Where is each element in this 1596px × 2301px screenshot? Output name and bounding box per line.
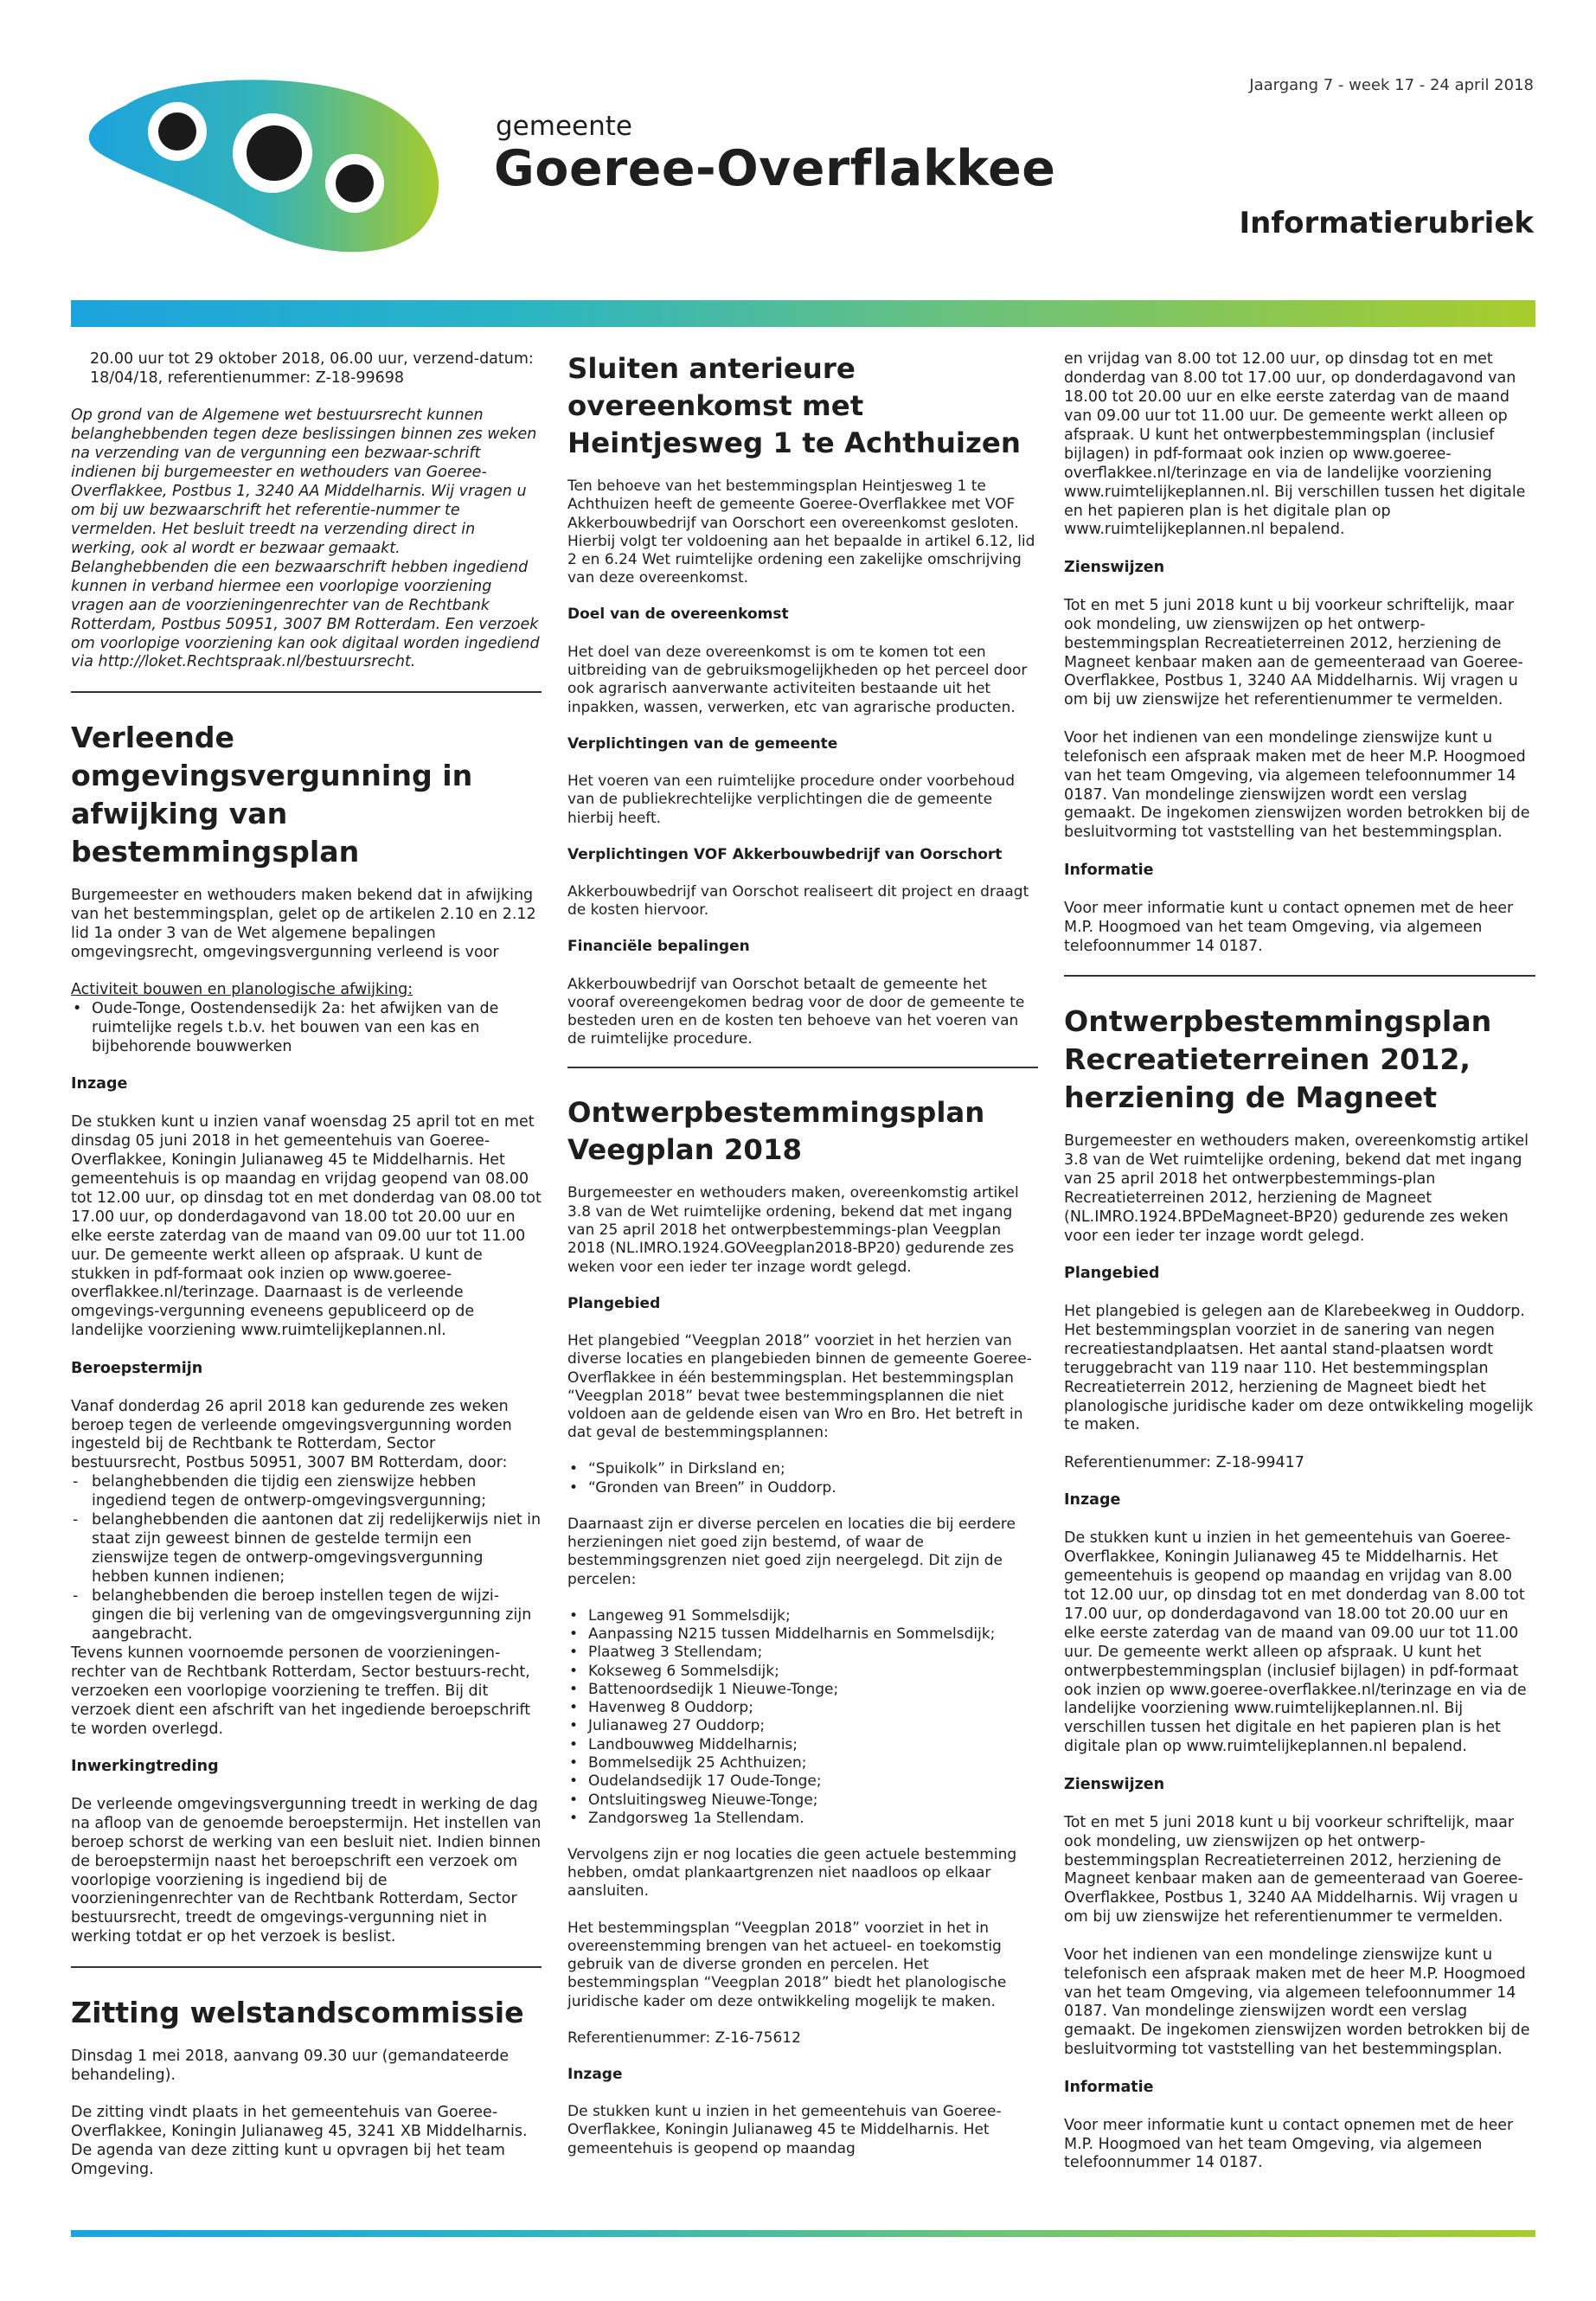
bestemmingsplannen-list: [567, 1460, 1038, 1497]
voorziet-text: Het bestemmingsplan “Veegplan 2018” voorziet in het in overeenstemming brengen van het actueel- en toekomstig gebruik van de diverse gronden en percelen. Het bestemmingsplan “Veegplan 2018” biedt het planologische juridische kader om deze ontwikkeling mogelijk te maken.: [567, 1919, 1007, 2010]
bezwaar-text: Op grond van de Algemene wet bestuursrecht kunnen belanghebbenden tegen deze beslissingen binnen zes weken na verzending van de vergunning een bezwaar-schrift indienen bij burgemeester en wethouders van Goeree-Overflakkee, Postbus 1, 3240 AA Middelharnis. Wij vragen u om bij uw bezwaarschrift het referentie-nummer te vermelden. Het besluit treedt na verzending direct in werking, ook al wordt er bezwaar gemaakt. Belanghebbenden die een bezwaarschrift hebben ingediend kunnen in verband hiermee een voorlopige voorziening vragen aan de voorzieningenrechter van de Rechtbank Rotterdam, Postbus 50951, 3007 BM Rotterdam. Een verzoek om voorlopige voorziening kan ook digitaal worden ingediend via http://loket.Rechtspraak.nl/bestuursrecht.: [71, 407, 540, 671]
list-item: - belanghebbenden die tijdig een zienswijze hebben ingediend tegen de ontwerp-omgevingsvergunning;: [71, 1473, 542, 1511]
doel-text: Het doel van deze overeenkomst is om te komen tot een uitbreiding van de gebruiksmogelijkheden op het perceel door ook agrarisch aanverwante activiteiten bestaande uit het inpakken, wassen, verwerken, etc van agrarische producten.: [567, 643, 1028, 716]
column-3: [1064, 350, 1535, 2192]
list-item: • “Spuikolk” in Dirksland en;: [567, 1460, 1038, 1478]
percelen-list: [567, 1607, 1038, 1828]
vervolgens-text: Vervolgens zijn er nog locaties die geen actuele bestemming hebben, omdat plankaartgrenzen niet naadloos op elkaar aansluiten.: [567, 1845, 1017, 1900]
inzage-text: De stukken kunt u inzien in het gemeentehuis van Goeree-Overflakkee, Koningin Julianaweg 45 te Middelharnis. Het gemeentehuis is geopend op maandag en vrijdag van 8.00 tot 12.00 uur, op dinsdag tot en met donderdag van 8.00 tot 17.00 uur, op donderdagavond van 18.00 tot 20.00 uur en elke eerste zaterdag van de maand van 09.00 uur tot 11.00 uur. De gemeente werkt alleen op afspraak. U kunt het ontwerpbestemmingsplan (inclusief bijlagen) in pdf-formaat ook inzien op www.goeree-overflakkee.nl/terinzage en via de landelijke voorziening www.ruimtelijkeplannen.nl. Bij verschillen tussen het digitale en het papieren plan is het digitale plan op www.ruimtelijkeplannen.nl bepalend.: [1064, 1529, 1527, 1756]
header-gradient-bar: [71, 300, 1535, 327]
zienswijzen-text: Tot en met 5 juni 2018 kunt u bij voorkeur schriftelijk, maar ook mondeling, uw zienswijzen op het ontwerp-bestemmingsplan Recreatieterreinen 2012, herziening de Magneet kenbaar maken aan de gemeenteraad van Goeree-Overflakkee, Postbus 1, 3240 AA Middelharnis. Wij vragen u om bij uw zienswijze het referentienummer te vermelden.: [1064, 1813, 1523, 1926]
zitting-text-2: De zitting vindt plaats in het gemeentehuis van Goeree-Overflakkee, Koningin Julianaweg 45, 3241 XB Middelharnis. De agenda van deze zitting kunt u opvragen bij het team Omgeving.: [71, 2103, 528, 2178]
column-2: [567, 350, 1038, 2176]
list-item: • Oude-Tonge, Oostendensedijk 2a: het afwijken van de ruimtelijke regels t.b.v. het bouwen van een kas en bijbehorende bouwwerken: [71, 1000, 542, 1057]
inzage-continued-text: en vrijdag van 8.00 tot 12.00 uur, op dinsdag tot en met donderdag van 8.00 tot 17.00 uur, op donderdagavond van 18.00 tot 20.00 uur en elke eerste zaterdag van de maand van 09.00 uur tot 11.00 uur. De gemeente werkt alleen op afspraak. U kunt het ontwerpbestemmingsplan (inclusief bijlagen) in pdf-formaat ook inzien op www.goeree-overflakkee.nl/terinzage en via de landelijke voorziening www.ruimtelijkeplannen.nl. Bij verschillen tussen het digitale en het papieren plan is het digitale plan op www.ruimtelijkeplannen.nl bepalend.: [1064, 350, 1526, 539]
recreatie-text: Burgemeester en wethouders maken, overeenkomstig artikel 3.8 van de Wet ruimtelijke ordening, bekend dat met ingang van 25 april 2018 het ontwerpbestemmings-plan Recreatieterreinen 2012, herziening de Magneet (NL.IMRO.1924.BPDeMagneet-BP20) gedurende zes weken voor een ieder ter inzage wordt gelegd.: [1064, 1131, 1529, 1245]
list-item: • Kokseweg 6 Sommelsdijk;: [567, 1663, 1038, 1681]
list-item: • Havenweg 8 Ouddorp;: [567, 1699, 1038, 1717]
plangebied-heading: Plangebied: [1064, 1264, 1160, 1282]
list-item: • Aanpassing N215 tussen Middelharnis en Sommelsdijk;: [567, 1625, 1038, 1644]
plangebied-text: Het plangebied “Veegplan 2018” voorziet in het herzien van diverse locaties en plangebieden binnen de gemeente Goeree-Overflakkee in één bestemmingsplan. Het bestemmingsplan “Veegplan 2018” bevat twee bestemmingsplannen die niet voldoen aan de geldende eisen van Wro en Bro. Het betreft in dat geval de bestemmingsplannen:: [567, 1331, 1032, 1442]
logo-municipality-name: Goeree-Overflakkee: [494, 140, 1056, 197]
doel-heading: Doel van de overeenkomst: [567, 606, 789, 624]
footer-gradient-bar: [71, 2230, 1535, 2237]
informatie-heading: Informatie: [1064, 2078, 1154, 2096]
verplichtingen-gemeente-heading: Verplichtingen van de gemeente: [567, 734, 838, 753]
verplichtingen-vof-heading: Verplichtingen VOF Akkerbouwbedrijf van Oorschort: [567, 845, 1003, 863]
veegplan-text: Burgemeester en wethouders maken, overeenkomstig artikel 3.8 van de Wet ruimtelijke ordening, bekend dat met ingang van 25 april 2018 het ontwerpbestemmings-plan Veegplan 2018 (NL.IMRO.1924.GOVeegplan2018-BP20) gedurende zes weken voor een ieder ter inzage wordt gelegd.: [567, 1184, 1019, 1276]
informatie-heading: Informatie: [1064, 861, 1154, 879]
list-item: • Julianaweg 27 Ouddorp;: [567, 1717, 1038, 1735]
heading-veegplan: Ontwerpbestemmingsplan Veegplan 2018: [567, 1096, 985, 1167]
referentienummer: Referentienummer: Z-18-99417: [1064, 1453, 1304, 1471]
section-title: Informatierubriek: [1239, 206, 1534, 240]
sluiten-text: Ten behoeve van het bestemmingsplan Heintjesweg 1 te Achthuizen heeft de gemeente Goeree-Overflakkee met VOF Akkerbouwbedrijf van Oorschort een overeenkomst gesloten. Hierbij volgt ter voldoening aan het bepaalde in artikel 6.12, lid 2 en 6.24 Wet ruimtelijke ordening een zakelijke omschrijving van deze overeenkomst.: [567, 478, 1035, 587]
heading-verleende: Verleende omgevingsvergunning in afwijking van bestemmingsplan: [71, 720, 473, 868]
list-item: • Battenoordsedijk 1 Nieuwe-Tonge;: [567, 1681, 1038, 1699]
verleende-text: Burgemeester en wethouders maken bekend dat in afwijking van het bestemmingsplan, gelet op de artikelen 2.10 en 2.12 lid 1a onder 3 van de Wet algemene bepalingen omgevingsrecht, omgevingsvergunning verleend is voor: [71, 886, 536, 961]
list-item: • “Gronden van Breen” in Ouddorp.: [567, 1479, 1038, 1497]
issue-line: Jaargang 7 - week 17 - 24 april 2018: [1249, 76, 1534, 94]
zienswijzen-text: Tot en met 5 juni 2018 kunt u bij voorkeur schriftelijk, maar ook mondeling, uw zienswijzen op het ontwerp-bestemmingsplan Recreatieterreinen 2012, herziening de Magneet kenbaar maken aan de gemeenteraad van Goeree-Overflakkee, Postbus 1, 3240 AA Middelharnis. Wij vragen u om bij uw zienswijze het referentienummer te vermelden.: [1064, 596, 1523, 709]
divider: [567, 1067, 1038, 1068]
financiele-text: Akkerbouwbedrijf van Oorschot betaalt de gemeente het vooraf overeengekomen bedrag voor de door de gemeente te besteden uren en de kosten ten behoeve van het voeren van de ruimtelijke procedure.: [567, 975, 1025, 1048]
column-1: [71, 350, 542, 2198]
list-item: • Zandgorsweg 1a Stellendam.: [567, 1810, 1038, 1828]
list-item: - belanghebbenden die aantonen dat zij redelijkerwijs niet in staat zijn geweest binnen de gestelde termijn een zienswijze tegen de ontwerp-omgevingsvergunning hebben kunnen indienen;: [71, 1511, 542, 1587]
financiele-heading: Financiële bepalingen: [567, 938, 750, 956]
zienswijzen-text-2: Voor het indienen van een mondelinge zienswijze kunt u telefonisch een afspraak maken met de heer M.P. Hoogmoed van het team Omgeving, via algemeen telefoonnummer 14 0187. Van mondelinge zienswijzen wordt een verslag gemaakt. De ingekomen zienswijzen worden betrokken bij de besluitvorming tot vaststelling van het bestemmingsplan.: [1064, 1945, 1530, 2059]
municipality-logo: [74, 71, 454, 261]
inzage-text: De stukken kunt u inzien in het gemeentehuis van Goeree-Overflakkee, Koningin Julianaweg 45 te Middelharnis. Het gemeentehuis is geopend op maandag: [567, 2103, 1002, 2157]
inwerking-heading: Inwerkingtreding: [71, 1757, 219, 1775]
beroep-text-2: Tevens kunnen voornoemde personen de voorzieningen-rechter van de Rechtbank Rotterdam, Sector bestuurs-recht, verzoeken een voorlopige voorziening te treffen. Bij dit verzoek dient een afschrift van het ingediende beroepschrift te worden overlegd.: [71, 1644, 531, 1738]
beroep-text: Vanaf donderdag 26 april 2018 kan gedurende zes weken beroep tegen de verleende omgevingsvergunning worden ingesteld bij de Rechtbank te Rotterdam, Sector bestuursrecht, Postbus 50951, 3007 BM Rotterdam, door:: [71, 1397, 512, 1472]
heading-sluiten: Sluiten anterieure overeenkomst met Heintjesweg 1 te Achthuizen: [567, 352, 1021, 459]
inzage-heading: Inzage: [71, 1075, 128, 1093]
beroep-list: [71, 1473, 542, 1644]
list-item: - belanghebbenden die beroep instellen tegen de wijzi-gingen die bij verlening van de omgevingsvergunning zijn aangebracht.: [71, 1587, 542, 1644]
intro-text: 20.00 uur tot 29 oktober 2018, 06.00 uur, verzend-datum: 18/04/18, referentienummer: Z-18-99698: [90, 350, 534, 387]
divider: [71, 1966, 542, 1968]
list-item: • Ontsluitingsweg Nieuwe-Tonge;: [567, 1791, 1038, 1810]
list-item: • Landbouwweg Middelharnis;: [567, 1736, 1038, 1754]
zienswijzen-heading: Zienswijzen: [1064, 1775, 1165, 1793]
inzage-heading: Inzage: [567, 2065, 623, 2083]
inzage-text: De stukken kunt u inzien vanaf woensdag 25 april tot en met dinsdag 05 juni 2018 in het gemeentehuis van Goeree-Overflakkee, Koningin Julianaweg 45 te Middelharnis. Het gemeentehuis is op maandag en vrijdag geopend van 08.00 tot 12.00 uur, op dinsdag tot en met donderdag van 08.00 tot 17.00 uur, op donderdagavond van 18.00 tot 20.00 uur en elke eerste zaterdag van de maand van 09.00 uur tot 11.00 uur. De gemeente werkt alleen op afspraak. U kunt de stukken in pdf-formaat ook inzien op www.goeree-overflakkee.nl/terinzage. Daarnaast is de verleende omgevings-vergunning eveneens gepubliceerd op de landelijke voorziening www.ruimtelijkeplannen.nl.: [71, 1113, 542, 1340]
logo-gemeente-text: gemeente: [496, 111, 632, 142]
verplichtingen-gemeente-text: Het voeren van een ruimtelijke procedure onder voorbehoud van de publiekrechtelijke verplichtingen die de gemeente hierbij heeft.: [567, 772, 1015, 827]
list-item: • Bommelsedijk 25 Achthuizen;: [567, 1754, 1038, 1772]
inwerking-text: De verleende omgevingsvergunning treedt in werking de dag na afloop van de genoemde beroepstermijn. Het instellen van beroep schorst de werking van een besluit niet. Indien binnen de beroepstermijn naast het beroepschrift een verzoek om voorlopige voorziening is ingediend bij de voorzieningenrechter van de Rechtbank Rotterdam, Sector bestuursrecht, treedt de omgevings-vergunning niet in werking totdat er op het verzoek is beslist.: [71, 1795, 542, 1946]
heading-zitting: Zitting welstandscommissie: [71, 1995, 524, 2029]
plangebied-text: Het plangebied is gelegen aan de Klarebeekweg in Ouddorp. Het bestemmingsplan voorziet in de sanering van negen recreatiestandplaatsen. Het aantal stand-plaatsen wordt teruggebracht van 119 naar 110. Het bestemmingsplan Recreatieterrein 2012, herziening de Magneet biedt het planologische juridische kader om deze ontwikkeling mogelijk te maken.: [1064, 1302, 1534, 1434]
list-item: • Plaatweg 3 Stellendam;: [567, 1644, 1038, 1662]
activiteit-label: Activiteit bouwen en planologische afwijking:: [71, 980, 413, 998]
list-item: • Oudelandsedijk 17 Oude-Tonge;: [567, 1772, 1038, 1791]
zienswijzen-text-2: Voor het indienen van een mondelinge zienswijze kunt u telefonisch een afspraak maken met de heer M.P. Hoogmoed van het team Omgeving, via algemeen telefoonnummer 14 0187. Van mondelinge zienswijzen wordt een verslag gemaakt. De ingekomen zienswijzen worden betrokken bij de besluitvorming tot vaststelling van het bestemmingsplan.: [1064, 728, 1530, 842]
referentienummer: Referentienummer: Z-16-75612: [567, 2029, 801, 2047]
beroep-heading: Beroepstermijn: [71, 1359, 203, 1377]
heading-recreatieterreinen: Ontwerpbestemmingsplan Recreatieterreinen 2012, herziening de Magneet: [1064, 1003, 1492, 1114]
verplichtingen-vof-text: Akkerbouwbedrijf van Oorschot realiseert dit project en draagt de kosten hiervoor.: [567, 882, 1029, 920]
informatie-text: Voor meer informatie kunt u contact opnemen met de heer M.P. Hoogmoed van het team Omgeving, via algemeen telefoonnummer 14 0187.: [1064, 899, 1514, 955]
inzage-heading: Inzage: [1064, 1491, 1121, 1509]
divider: [1064, 975, 1535, 977]
list-item: • Langeweg 91 Sommelsdijk;: [567, 1607, 1038, 1625]
divider: [71, 691, 542, 693]
percelen-text: Daarnaast zijn er diverse percelen en locaties die bij eerdere herzieningen niet goed zijn bestemd, of waar de bestemmingsgrenzen niet goed zijn neergelegd. Dit zijn de percelen:: [567, 1515, 1016, 1588]
informatie-text: Voor meer informatie kunt u contact opnemen met de heer M.P. Hoogmoed van het team Omgeving, via algemeen telefoonnummer 14 0187.: [1064, 2116, 1514, 2172]
activiteit-list: [71, 1000, 542, 1057]
zitting-text: Dinsdag 1 mei 2018, aanvang 09.30 uur (gemandateerde behandeling).: [71, 2047, 510, 2084]
zienswijzen-heading: Zienswijzen: [1064, 558, 1165, 576]
plangebied-heading: Plangebied: [567, 1294, 661, 1312]
